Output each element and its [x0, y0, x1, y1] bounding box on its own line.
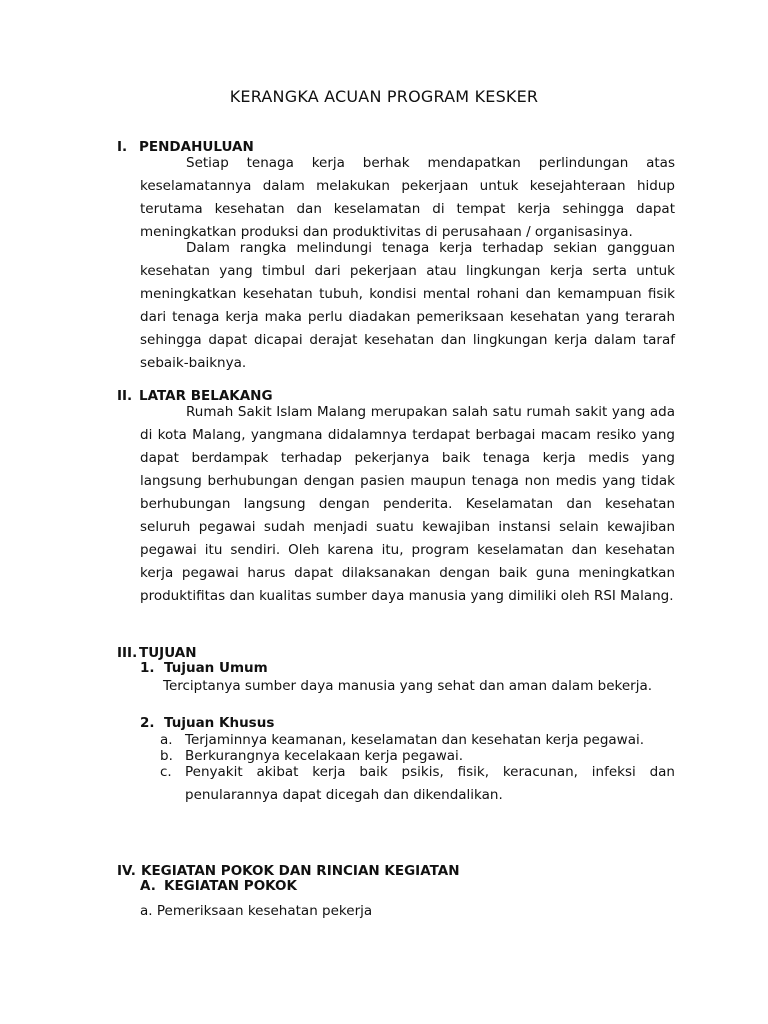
paragraph-tujuan-umum: Terciptanya sumber daya manusia yang sehat dan aman dalam bekerja. [163, 678, 653, 694]
paragraph-pendahuluan-1: Setiap tenaga kerja berhak mendapatkan perlindungan atas keselamatannya dalam melakukan pekerjaan untuk kesejahteraan hidup terutama kesehatan dan keselamatan di tempat kerja sehingga dapat meningkatkan produksi dan produktivitas di perusahaan / organisasinya. [140, 155, 675, 240]
section-title: LATAR BELAKANG [139, 388, 273, 404]
subheading-kegiatan-pokok: A. KEGIATAN POKOK [140, 878, 297, 894]
subheading-tujuan-umum: 1. Tujuan Umum [140, 660, 268, 676]
list-item: b. Berkurangnya kecelakaan kerja pegawai. [160, 748, 464, 764]
subheading-tujuan-khusus: 2. Tujuan Khusus [140, 715, 275, 731]
section-title: KEGIATAN POKOK DAN RINCIAN KEGIATAN [141, 863, 460, 879]
section-number: II. [117, 388, 133, 404]
paragraph-latar-belakang: Rumah Sakit Islam Malang merupakan salah satu rumah sakit yang ada di kota Malang, yangmana didalamnya terdapat berbagai macam resiko yang dapat berdampak terhadap pekerjanya baik tenaga kerja medis yang langsung berhubungan dengan pasien maupun tenaga non medis yang tidak berhubungan langsung dengan penderita. Keselamatan dan kesehatan seluruh pegawai sudah menjadi suatu kewajiban instansi selain kewajiban pegawai itu sendiri. Oleh karena itu, program keselamatan dan kesehatan kerja pegawai harus dapat dilaksanakan dengan baik guna meningkatkan produktifitas dan kualitas sumber daya manusia yang dimiliki oleh RSI Malang. [140, 404, 675, 604]
section-heading-kegiatan [117, 863, 460, 879]
section-title: TUJUAN [139, 645, 197, 661]
document-title: KERANGKA ACUAN PROGRAM KESKER [229, 87, 539, 106]
list-item: c. Penyakit akibat kerja baik psikis, fisik, keracunan, infeksi dan penularannya dapat dicegah dan dikendalikan. [160, 764, 675, 803]
list-item: a. Terjaminnya keamanan, keselamatan dan kesehatan kerja pegawai. [160, 732, 645, 748]
section-number: IV. [117, 863, 136, 879]
list-item: a. Pemeriksaan kesehatan pekerja [140, 903, 373, 919]
paragraph-pendahuluan-2: Dalam rangka melindungi tenaga kerja terhadap sekian gangguan kesehatan yang timbul dari pekerjaan atau lingkungan kerja serta untuk meningkatkan kesehatan tubuh, kondisi mental rohani dan kemampuan fisik dari tenaga kerja maka perlu diadakan pemeriksaan kesehatan yang terarah sehingga dapat dicapai derajat kesehatan dan lingkungan kerja dalam taraf sebaik-baiknya. [140, 240, 675, 371]
section-title: PENDAHULUAN [139, 139, 254, 155]
section-number: III. [117, 645, 138, 661]
section-number: I. [117, 139, 128, 155]
section-heading-tujuan [117, 645, 197, 661]
